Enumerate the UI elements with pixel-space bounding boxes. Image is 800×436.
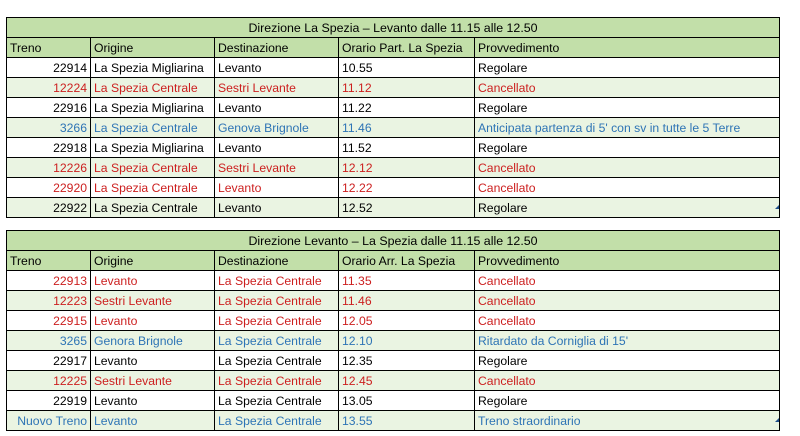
cell-destinazione: La Spezia Centrale — [215, 411, 339, 431]
timetable-levanto-la-spezia — [6, 230, 780, 431]
cell-origine: Sestri Levante — [91, 291, 215, 311]
cell-treno: 22916 — [7, 98, 91, 118]
cell-treno: 12225 — [7, 371, 91, 391]
header-row — [7, 251, 780, 271]
cell-destinazione: La Spezia Centrale — [215, 371, 339, 391]
cell-orario: 12.12 — [339, 158, 475, 178]
cell-orario: 11.35 — [339, 271, 475, 291]
cell-origine: Levanto — [91, 311, 215, 331]
cell-orario: 13.55 — [339, 411, 475, 431]
table-title-row — [7, 18, 780, 38]
cell-treno: 22917 — [7, 351, 91, 371]
table-row — [7, 118, 780, 138]
table-row — [7, 198, 780, 218]
header-treno: Treno — [7, 38, 91, 58]
table-title-row — [7, 231, 780, 251]
cell-orario: 12.35 — [339, 351, 475, 371]
table-row — [7, 158, 780, 178]
table-row — [7, 78, 780, 98]
cell-destinazione: La Spezia Centrale — [215, 271, 339, 291]
cell-provvedimento: Cancellato — [475, 311, 780, 331]
cell-destinazione: Levanto — [215, 198, 339, 218]
cell-destinazione: Sestri Levante — [215, 78, 339, 98]
header-provvedimento: Provvedimento — [475, 38, 780, 58]
corner-marker-icon — [775, 205, 779, 209]
cell-provvedimento: Treno straordinario — [475, 411, 780, 431]
cell-treno: 3266 — [7, 118, 91, 138]
cell-origine: Sestri Levante — [91, 371, 215, 391]
cell-treno: 22920 — [7, 178, 91, 198]
cell-origine: La Spezia Migliarina — [91, 98, 215, 118]
cell-origine: Levanto — [91, 411, 215, 431]
cell-provvedimento: Cancellato — [475, 371, 780, 391]
cell-orario: 11.46 — [339, 291, 475, 311]
cell-origine: La Spezia Centrale — [91, 178, 215, 198]
cell-origine: La Spezia Migliarina — [91, 138, 215, 158]
header-row — [7, 38, 780, 58]
cell-destinazione: La Spezia Centrale — [215, 391, 339, 411]
cell-orario: 12.22 — [339, 178, 475, 198]
cell-treno: 22919 — [7, 391, 91, 411]
cell-destinazione: Genova Brignole — [215, 118, 339, 138]
cell-provvedimento: Cancellato — [475, 291, 780, 311]
cell-destinazione: Levanto — [215, 138, 339, 158]
header-orario: Orario Arr. La Spezia — [339, 251, 475, 271]
table-body-2 — [7, 231, 780, 431]
cell-destinazione: Sestri Levante — [215, 158, 339, 178]
cell-origine: La Spezia Centrale — [91, 198, 215, 218]
header-origine: Origine — [91, 38, 215, 58]
cell-orario: 11.12 — [339, 78, 475, 98]
table-row — [7, 58, 780, 78]
header-provvedimento: Provvedimento — [475, 251, 780, 271]
table-row — [7, 311, 780, 331]
cell-provvedimento: Cancellato — [475, 78, 780, 98]
cell-provvedimento: Anticipata partenza di 5' con sv in tutte le 5 Terre — [475, 118, 780, 138]
table-body-1 — [7, 18, 780, 218]
timetable-la-spezia-levanto — [6, 17, 780, 218]
cell-provvedimento: Regolare — [475, 138, 780, 158]
header-origine: Origine — [91, 251, 215, 271]
cell-provvedimento: Regolare — [475, 198, 780, 218]
cell-provvedimento: Regolare — [475, 351, 780, 371]
cell-orario: 12.45 — [339, 371, 475, 391]
cell-treno: Nuovo Treno — [7, 411, 91, 431]
cell-origine: Genora Brignole — [91, 331, 215, 351]
cell-treno: 12223 — [7, 291, 91, 311]
cell-treno: 12224 — [7, 78, 91, 98]
cell-treno: 22913 — [7, 271, 91, 291]
header-destinazione: Destinazione — [215, 38, 339, 58]
cell-orario: 11.46 — [339, 118, 475, 138]
cell-orario: 13.05 — [339, 391, 475, 411]
table-row — [7, 178, 780, 198]
cell-provvedimento: Ritardato da Corniglia di 15' — [475, 331, 780, 351]
cell-destinazione: Levanto — [215, 98, 339, 118]
cell-origine: La Spezia Centrale — [91, 78, 215, 98]
cell-origine: La Spezia Migliarina — [91, 58, 215, 78]
cell-provvedimento: Cancellato — [475, 271, 780, 291]
table-row — [7, 331, 780, 351]
table-row — [7, 138, 780, 158]
cell-origine: Levanto — [91, 351, 215, 371]
cell-treno: 12226 — [7, 158, 91, 178]
table-row — [7, 411, 780, 431]
cell-orario: 11.22 — [339, 98, 475, 118]
cell-provvedimento: Cancellato — [475, 158, 780, 178]
cell-treno: 22914 — [7, 58, 91, 78]
cell-provvedimento: Regolare — [475, 58, 780, 78]
cell-orario: 12.52 — [339, 198, 475, 218]
cell-provvedimento: Cancellato — [475, 178, 780, 198]
header-orario: Orario Part. La Spezia — [339, 38, 475, 58]
cell-provvedimento: Regolare — [475, 391, 780, 411]
cell-provvedimento: Regolare — [475, 98, 780, 118]
cell-origine: La Spezia Centrale — [91, 158, 215, 178]
cell-destinazione: La Spezia Centrale — [215, 351, 339, 371]
table-row — [7, 391, 780, 411]
cell-orario: 12.10 — [339, 331, 475, 351]
cell-destinazione: La Spezia Centrale — [215, 291, 339, 311]
cell-treno: 22922 — [7, 198, 91, 218]
cell-destinazione: La Spezia Centrale — [215, 311, 339, 331]
table-title: Direzione Levanto – La Spezia dalle 11.15 alle 12.50 — [7, 231, 780, 251]
table-row — [7, 371, 780, 391]
table-row — [7, 271, 780, 291]
cell-treno: 3265 — [7, 331, 91, 351]
cell-destinazione: Levanto — [215, 178, 339, 198]
cell-destinazione: Levanto — [215, 58, 339, 78]
cell-treno: 22918 — [7, 138, 91, 158]
cell-origine: Levanto — [91, 391, 215, 411]
cell-destinazione: La Spezia Centrale — [215, 331, 339, 351]
header-destinazione: Destinazione — [215, 251, 339, 271]
cell-treno: 22915 — [7, 311, 91, 331]
cell-orario: 12.05 — [339, 311, 475, 331]
table-title: Direzione La Spezia – Levanto dalle 11.15 alle 12.50 — [7, 18, 780, 38]
cell-origine: La Spezia Centrale — [91, 118, 215, 138]
table-row — [7, 291, 780, 311]
table-row — [7, 351, 780, 371]
cell-origine: Levanto — [91, 271, 215, 291]
header-treno: Treno — [7, 251, 91, 271]
cell-orario: 10.55 — [339, 58, 475, 78]
table-row — [7, 98, 780, 118]
corner-marker-icon — [775, 418, 779, 422]
cell-orario: 11.52 — [339, 138, 475, 158]
